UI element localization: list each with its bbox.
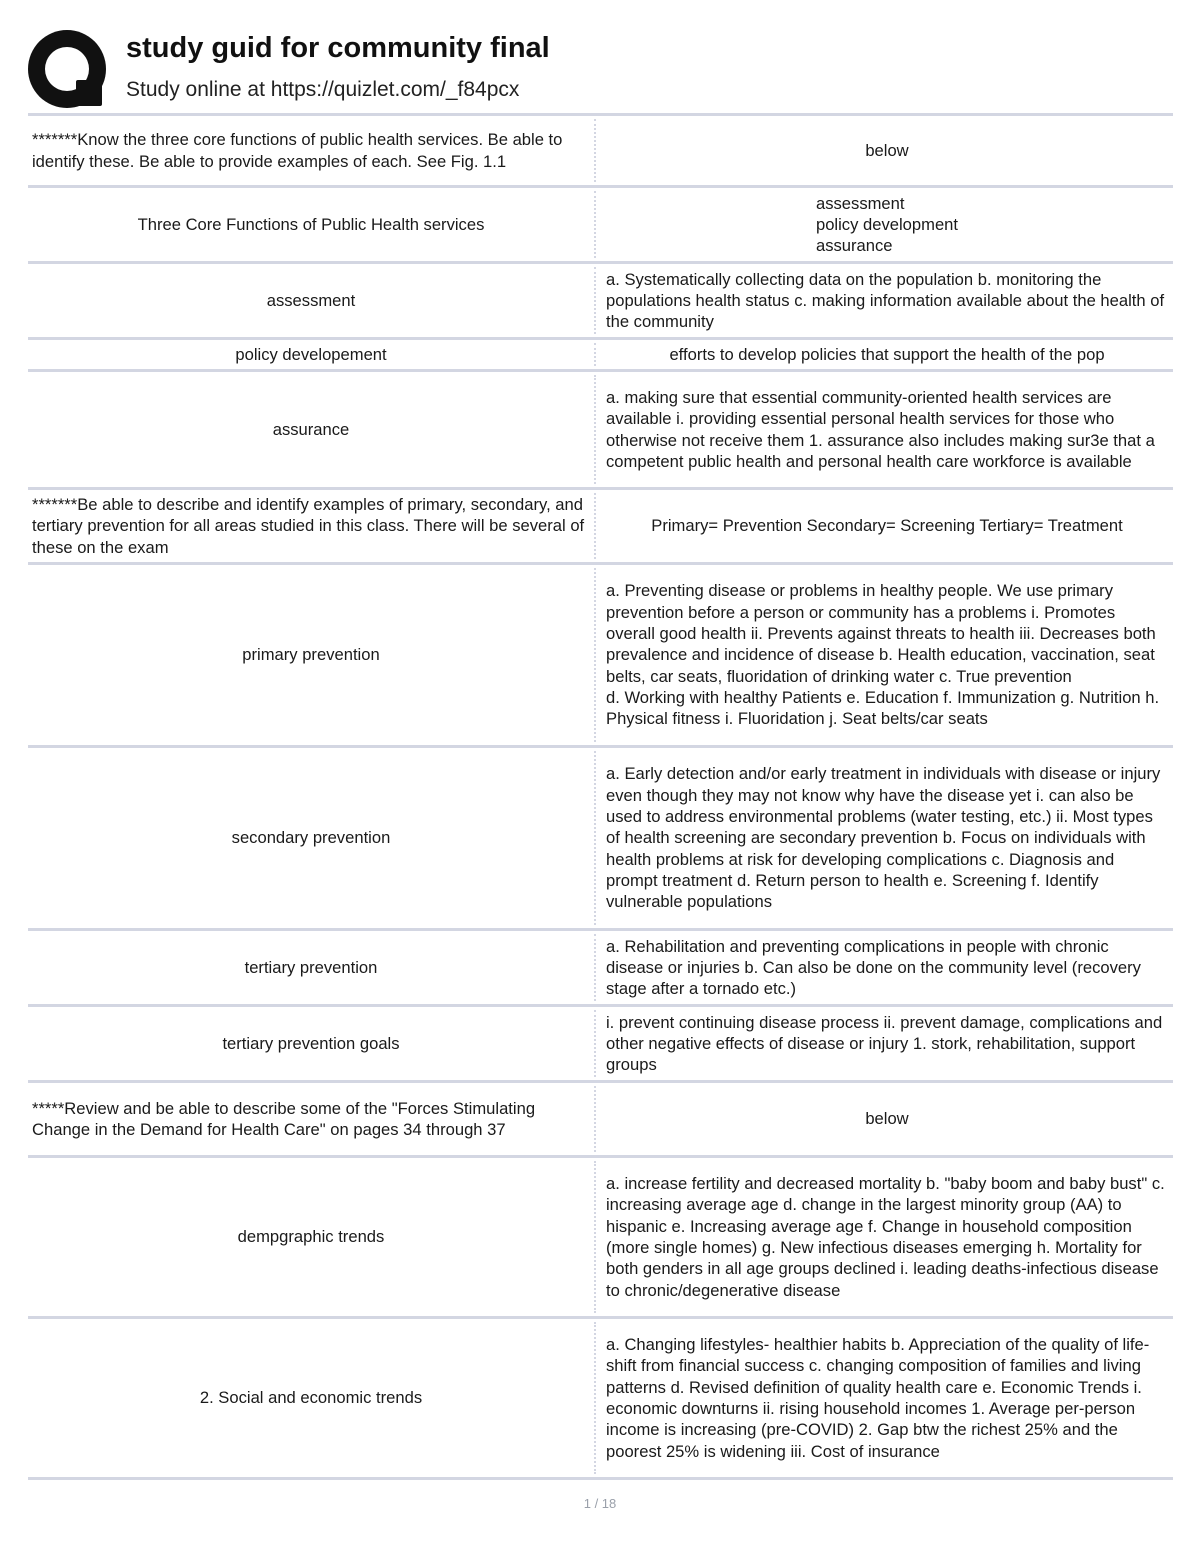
card-term: primary prevention bbox=[242, 645, 380, 665]
page-indicator: 1 / 18 bbox=[583, 1496, 617, 1511]
quizlet-logo-icon bbox=[28, 30, 106, 108]
flashcard-row bbox=[28, 928, 1173, 1004]
flashcard-row bbox=[28, 487, 1173, 562]
card-term: assessment bbox=[266, 290, 356, 310]
flashcard-row bbox=[28, 261, 1173, 337]
column-divider bbox=[594, 493, 601, 559]
card-term: policy developement bbox=[235, 344, 387, 364]
column-divider bbox=[594, 1086, 601, 1152]
card-definition: a. Early detection and/or early treatment in individuals with disease or injury even though they may not know why have the disease yet i. can also be used to address environmental problems (water testing, etc.) ii. Most types of health screening are secondary prevention b. Focus on individuals with health problems at risk for developing complications c. Diagnosis and prompt treatment d. Return person to health e. Screening f. Identify vulnerable populations bbox=[606, 764, 1161, 912]
card-definition: below bbox=[865, 1109, 909, 1129]
flashcard-row bbox=[28, 1316, 1173, 1480]
page-title: study guid for community final bbox=[126, 32, 550, 64]
flashcard-list bbox=[28, 113, 1173, 1480]
study-online-link[interactable]: Study online at https://quizlet.com/_f84pcx bbox=[126, 78, 520, 101]
card-term: *******Be able to describe and identify examples of primary, secondary, and tertiary prevention for all areas studied in this class. There will be several of these on the exam bbox=[32, 495, 585, 557]
card-definition: assessment policy development assurance bbox=[815, 193, 959, 256]
flashcard-row bbox=[28, 369, 1173, 487]
card-term: dempgraphic trends bbox=[237, 1227, 385, 1247]
flashcard-row bbox=[28, 185, 1173, 261]
card-definition: a. Preventing disease or problems in healthy people. We use primary prevention before a person or community has a problems i. Promotes overall good health ii. Prevents against threats to health iii. Decreases both prevalence and incidence of disease b. Health education, vaccination, seat belts, car seats, fluoridation of drinking water c. True prevention d. Working with healthy Patients e. Education f. Immunization g. Nutrition h. Physical fitness i. Fluoridation j. Seat belts/car seats bbox=[606, 581, 1160, 729]
card-term: secondary prevention bbox=[231, 828, 391, 848]
card-definition: a. Rehabilitation and preventing complications in people with chronic disease or injuries b. Can also be done on the community level (recovery stage after a tornado etc.) bbox=[606, 936, 1141, 999]
card-definition: i. prevent continuing disease process ii. prevent damage, complications and other negative effects of disease or injury 1. stork, rehabilitation, support groups bbox=[606, 1012, 1163, 1075]
column-divider bbox=[594, 375, 601, 484]
card-definition: efforts to develop policies that support the health of the pop bbox=[669, 344, 1105, 364]
card-term: tertiary prevention goals bbox=[222, 1033, 400, 1053]
card-definition: below bbox=[865, 140, 909, 160]
column-divider bbox=[594, 343, 601, 366]
flashcard-row bbox=[28, 1155, 1173, 1316]
card-term: *******Know the three core functions of public health services. Be able to identify these. Be able to provide examples of each. See Fig. 1.1 bbox=[32, 130, 563, 171]
column-divider bbox=[594, 934, 601, 1001]
column-divider bbox=[594, 1322, 601, 1474]
column-divider bbox=[594, 191, 601, 258]
column-divider bbox=[594, 1161, 601, 1313]
flashcard-row bbox=[28, 1080, 1173, 1155]
column-divider bbox=[594, 1010, 601, 1077]
flashcard-row bbox=[28, 113, 1173, 185]
card-term: assurance bbox=[272, 419, 350, 439]
flashcard-row bbox=[28, 1004, 1173, 1080]
column-divider bbox=[594, 119, 601, 182]
card-term: Three Core Functions of Public Health services bbox=[137, 214, 485, 234]
flashcard-row bbox=[28, 562, 1173, 745]
document-header bbox=[28, 26, 1178, 112]
flashcard-row bbox=[28, 337, 1173, 369]
column-divider bbox=[594, 751, 601, 925]
card-definition: a. Systematically collecting data on the population b. monitoring the populations health status c. making information available about the health of the community bbox=[606, 269, 1165, 332]
card-definition: Primary= Prevention Secondary= Screening Tertiary= Treatment bbox=[651, 516, 1123, 536]
flashcard-row bbox=[28, 745, 1173, 928]
card-definition: a. making sure that essential community-oriented health services are available i. providing essential personal health services for those who otherwise not receive them 1. assurance also includes making sur3e that a competent public health and personal health care workforce is available bbox=[606, 387, 1155, 471]
card-term: *****Review and be able to describe some of the "Forces Stimulating Change in the Demand for Health Care" on pages 34 through 37 bbox=[32, 1098, 536, 1139]
card-term: 2. Social and economic trends bbox=[199, 1388, 423, 1408]
card-definition: a. Changing lifestyles- healthier habits b. Appreciation of the quality of life- shift from financial success c. changing composition of families and living patterns d. Revised definition of quality health care e. Economic Trends i. economic downturns ii. rising household incomes 1. Average per-person income is increasing (pre-COVID) 2. Gap btw the richest 25% and the poorest 25% is widening iii. Cost of insurance bbox=[606, 1335, 1150, 1461]
column-divider bbox=[594, 568, 601, 742]
column-divider bbox=[594, 267, 601, 334]
card-definition: a. increase fertility and decreased mortality b. "baby boom and baby bust" c. increasing average age d. change in the largest minority group (AA) to hispanic e. Increasing average age f. Change in household composition (more single homes) g. New infectious diseases emerging h. Mortality for both genders in all age groups declined i. leading deaths-infectious disease to chronic/degenerative disease bbox=[606, 1174, 1165, 1300]
card-term: tertiary prevention bbox=[244, 957, 378, 977]
